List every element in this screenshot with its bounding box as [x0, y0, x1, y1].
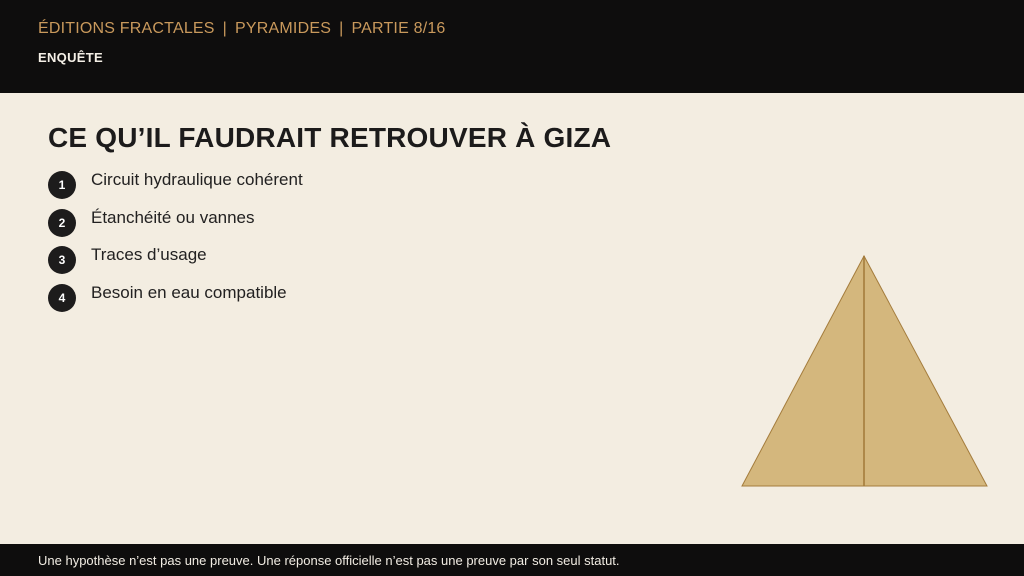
pyramid-icon	[740, 254, 990, 490]
list-item-label: Besoin en eau compatible	[91, 282, 287, 302]
footer-bar	[0, 544, 1024, 576]
footer-note: Une hypothèse n’est pas une preuve. Une réponse officielle n’est pas une preuve par son seul statut.	[38, 553, 620, 568]
breadcrumb-separator: |	[339, 20, 344, 37]
slide-title: CE QU’IL FAUDRAIT RETROUVER À GIZA	[48, 122, 612, 153]
number-badge: 2	[48, 209, 76, 237]
number-badge: 1	[48, 171, 76, 199]
top-header-bar	[0, 0, 1024, 93]
list-item-label: Étanchéité ou vannes	[91, 207, 255, 227]
breadcrumb-part: PARTIE 8/16	[351, 20, 446, 37]
list-item-label: Traces d’usage	[91, 245, 207, 264]
number-badge: 3	[48, 246, 76, 274]
breadcrumb-topic: PYRAMIDES	[235, 20, 332, 37]
breadcrumb-series: ÉDITIONS FRACTALES	[38, 20, 215, 37]
list-item-label: Circuit hydraulique cohérent	[91, 170, 303, 189]
section-label: ENQUÊTE	[38, 50, 103, 65]
breadcrumb-separator: |	[222, 20, 228, 37]
number-badge: 4	[48, 284, 76, 312]
breadcrumb	[38, 20, 446, 38]
